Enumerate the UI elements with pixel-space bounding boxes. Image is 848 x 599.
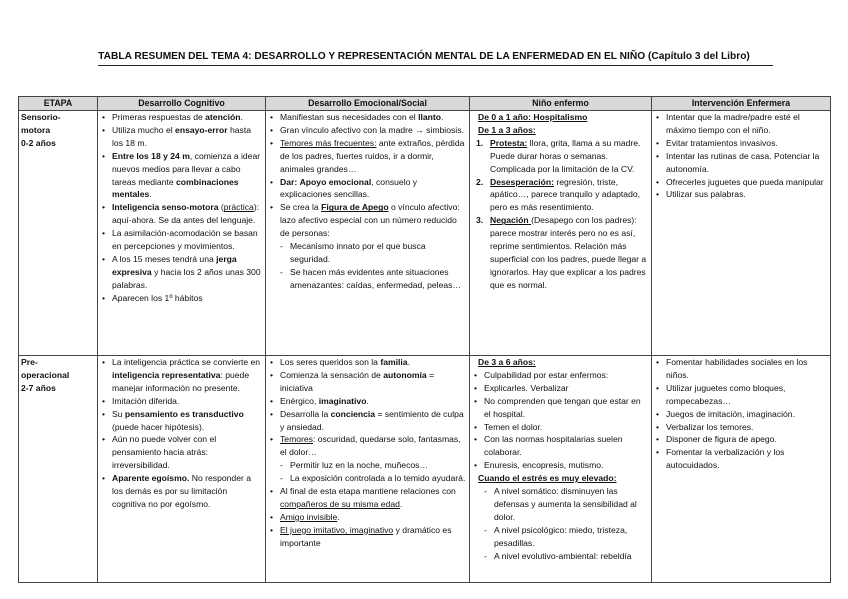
- list-item: • Utilizar sus palabras.: [654, 188, 828, 201]
- list-item: 2. Desesperación: regresión, triste, apático…, parece tranquilo y adaptado, pero es más resentimiento.: [476, 176, 641, 213]
- list-item: • Fomentar habilidades sociales en los niños.: [654, 356, 828, 382]
- list-item: • La inteligencia práctica se convierte en inteligencia representativa: puede manejar información no presente.: [100, 356, 263, 395]
- table-row: [19, 111, 831, 356]
- list-item: • Explicarles. Verbalizar: [472, 382, 649, 395]
- list-item: • Enérgico, imaginativo.: [268, 395, 467, 408]
- section-heading: De 3 a 6 años:: [478, 357, 536, 367]
- list-item: • Enuresis, encopresis, mutismo.: [472, 459, 649, 472]
- list-item: - La exposición controlada a lo temido ayudará.: [268, 472, 467, 485]
- list-item: • No comprenden que tengan que estar en el hospital.: [472, 395, 649, 421]
- list-item: • Disponer de figura de apego.: [654, 433, 828, 446]
- intervencion-cell: [652, 356, 831, 583]
- list-item: • Aún no puede volver con el pensamiento hacia atrás: irreversibilidad.: [100, 433, 263, 472]
- stage-line: 0-2 años: [21, 137, 56, 148]
- list-item: • Evitar tratamientos invasivos.: [654, 137, 828, 150]
- emocional-cell: [266, 111, 470, 356]
- stage-line: Sensorio-: [21, 112, 61, 122]
- list-item: • Temores más frecuentes: ante extraños, pérdida de los padres, fuertes ruidos, ir a dormir, animales grandes…: [268, 137, 467, 176]
- header-enfermo: Niño enfermo: [470, 97, 652, 111]
- list-item: • Primeras respuestas de atención.: [100, 111, 263, 124]
- list-item: - Se hacen más evidentes ante situaciones amenazantes: caídas, enfermedad, peleas…: [268, 266, 467, 292]
- list-item: • Verbalizar los temores.: [654, 421, 828, 434]
- list-item: 1. Protesta: llora, grita, llama a su madre. Puede durar horas o semanas. Complicada por la limitación de la CV.: [476, 137, 641, 174]
- header-cognitivo: Desarrollo Cognitivo: [98, 97, 266, 111]
- list-item: 3. Negación (Desapego con los padres): parece mostrar interés pero no es así, reprime sentimientos. Relación más superficial con los padres, puede llegar a ignorarlos. Hay que explicar a los padres que es normal.: [476, 215, 647, 290]
- list-item: - A nivel psicológico: miedo, tristeza, pesadillas.: [472, 524, 649, 550]
- header-row: [19, 97, 831, 111]
- list-item: • Culpabilidad por estar enfermos:: [472, 369, 649, 382]
- list-item: • Ofrecerles juguetes que pueda manipular: [654, 176, 828, 189]
- list-item: • Utiliza mucho el ensayo-error hasta los 18 m.: [100, 124, 263, 150]
- list-item: • Amigo invisible.: [268, 511, 467, 524]
- stage-line: operacional: [21, 369, 70, 380]
- section-heading: De 0 a 1 año: Hospitalismo: [478, 112, 588, 122]
- list-item: • Al final de esta etapa mantiene relaciones con compañeros de su misma edad.: [268, 485, 467, 511]
- header-etapa: ETAPA: [19, 97, 98, 111]
- emocional-cell: [266, 356, 470, 583]
- list-item: • Imitación diferida.: [100, 395, 263, 408]
- title-underline: [98, 65, 773, 66]
- stage-cell: [19, 356, 98, 583]
- stage-line: motora: [21, 124, 51, 135]
- list-item: • Aparente egoísmo. No responder a los demás es por su limitación cognitiva no por egoísmo.: [100, 472, 263, 511]
- list-item: • Intentar que la madre/padre esté el máximo tiempo con el niño.: [654, 111, 828, 137]
- list-item: • Juegos de imitación, imaginación.: [654, 408, 828, 421]
- list-item: - A nivel somático: disminuyen las defensas y aumenta la sensibilidad al dolor.: [472, 485, 649, 524]
- list-item: • Comienza la sensación de autonomía = iniciativa: [268, 369, 467, 395]
- list-item: • Manifiestan sus necesidades con el llanto.: [268, 111, 467, 124]
- stage-line: 2-7 años: [21, 382, 56, 393]
- list-item: • Intentar las rutinas de casa. Potenciar la autonomía.: [654, 150, 828, 176]
- stage-cell: [19, 111, 98, 356]
- list-item: • Entre los 18 y 24 m, comienza a idear nuevos medios para llevar a cabo tareas mediante combinaciones mentales.: [100, 150, 263, 202]
- list-item: • Gran vínculo afectivo con la madre → simbiosis.: [268, 124, 467, 137]
- list-item: • Con las normas hospitalarias suelen colaborar.: [472, 433, 649, 459]
- enfermo-cell: [470, 356, 652, 583]
- list-item: • Se crea la Figura de Apego o vínculo afectivo: lazo afectivo especial con un número reducido de personas:: [268, 201, 467, 240]
- list-item: • La asimilación-acomodación se basan en percepciones y movimientos.: [100, 227, 263, 253]
- header-intervencion: Intervención Enfermera: [652, 97, 831, 111]
- list-item: • Desarrolla la conciencia = sentimiento de culpa y ansiedad.: [268, 408, 467, 434]
- list-item: - Mecanismo innato por el que busca seguridad.: [268, 240, 467, 266]
- list-item: • Aparecen los 1º hábitos: [100, 292, 263, 305]
- cognitivo-cell: [98, 111, 266, 356]
- table-row: [19, 356, 831, 583]
- list-item: - A nivel evolutivo-ambiental: rebeldía: [472, 550, 649, 563]
- intervencion-cell: [652, 111, 831, 356]
- stage-line: Pre-: [21, 357, 38, 367]
- list-item: • El juego imitativo, imaginativo y dramático es importante: [268, 524, 467, 550]
- section-heading: De 1 a 3 años:: [478, 124, 536, 135]
- cognitivo-cell: [98, 356, 266, 583]
- list-item: • Dar: Apoyo emocional, consuelo y explicaciones sencillas.: [268, 176, 467, 202]
- list-item: • Temores: oscuridad, quedarse solo, fantasmas, el dolor…: [268, 433, 467, 459]
- list-item: • Fomentar la verbalización y los autocuidados.: [654, 446, 828, 472]
- list-item: • Inteligencia senso-motora (práctica): aquí-ahora. Se da antes del lenguaje.: [100, 201, 263, 227]
- section-heading: Cuando el estrés es muy elevado:: [478, 473, 617, 484]
- list-item: • Su pensamiento es transductivo (puede hacer hipótesis).: [100, 408, 263, 434]
- list-item: • Utilizar juguetes como bloques, rompecabezas…: [654, 382, 828, 408]
- enfermo-cell: [470, 111, 652, 356]
- list-item: • A los 15 meses tendrá una jerga expresiva y hacia los 2 años unas 300 palabras.: [100, 253, 263, 292]
- page-title: TABLA RESUMEN DEL TEMA 4: DESARROLLO Y REPRESENTACIÓN MENTAL DE LA ENFERMEDAD EN EL NIÑO (Capítulo 3 del Libro): [98, 51, 750, 62]
- list-item: - Permitir luz en la noche, muñecos…: [268, 459, 467, 472]
- header-emocional: Desarrollo Emocional/Social: [266, 97, 470, 111]
- list-item: • Los seres queridos son la familia.: [268, 356, 467, 369]
- summary-table: [18, 96, 831, 583]
- list-item: • Temen el dolor.: [472, 421, 649, 434]
